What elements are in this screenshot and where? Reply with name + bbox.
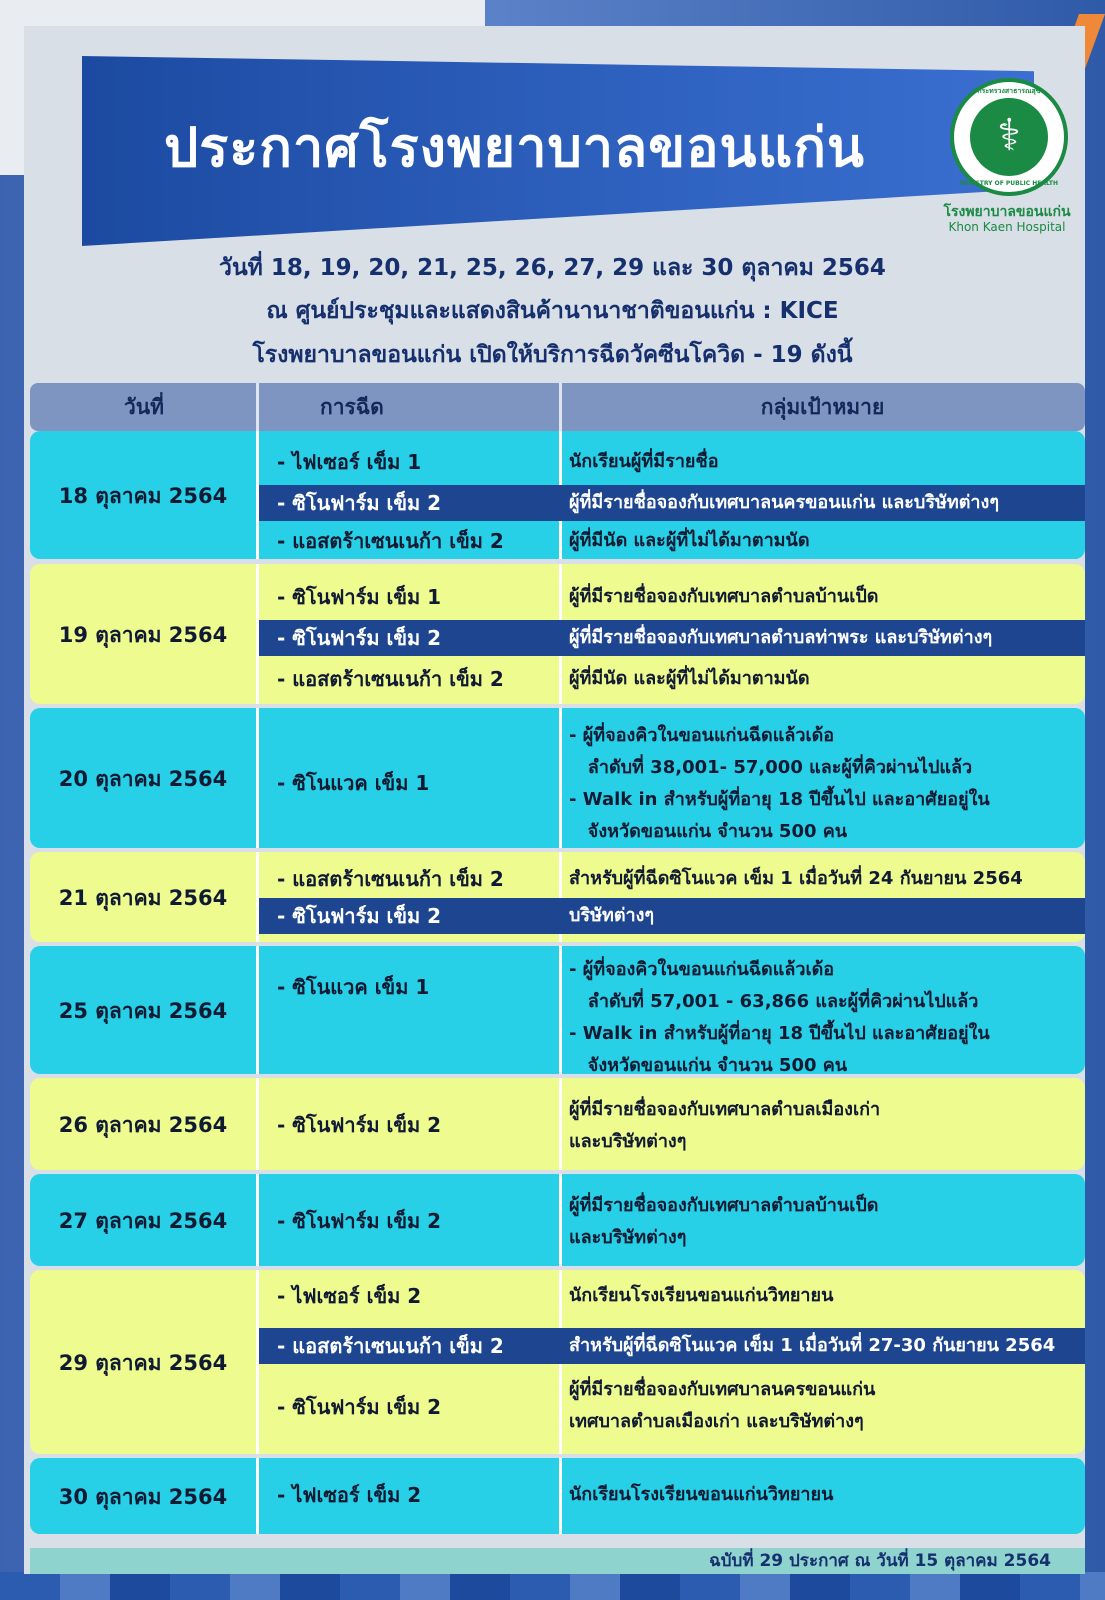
table-row: [259, 1195, 1085, 1248]
table-row: [259, 524, 1085, 558]
target-line: สำหรับผู้ที่ฉีดซิโนแวค เข็ม 1 เมื่อวันที่ 27-30 กันยายน 2564: [569, 1335, 1056, 1356]
subtitle-venue: ณ ศูนย์ประชุมและแสดงสินค้านานาชาติขอนแก่น : KICE: [266, 298, 839, 324]
table-row: [259, 445, 1085, 479]
dose-cell: - แอสตร้าเซนเนก้า เข็ม 2: [277, 1334, 504, 1358]
background-stripe-left: [0, 0, 24, 175]
table-header: [30, 383, 1085, 431]
dose-cell: - ซิโนแวค เข็ม 1: [277, 975, 430, 999]
target-line: ลำดับที่ 57,001 - 63,866 และผู้ที่คิวผ่านไปแล้ว: [569, 991, 979, 1012]
schedule-group: [30, 1270, 1085, 1454]
target-line: ลำดับที่ 38,001- 57,000 และผู้ที่คิวผ่านไปแล้ว: [569, 757, 973, 778]
target-line: - ผู้ที่จองคิวในขอนแก่นฉีดแล้วเด้อ: [569, 725, 835, 746]
target-line: - ผู้ที่จองคิวในขอนแก่นฉีดแล้วเด้อ: [569, 959, 835, 980]
target-cell: [569, 524, 1079, 558]
dose-cell: - ซิโนฟาร์ม เข็ม 2: [277, 1209, 442, 1233]
dose-cell: - ซิโนฟาร์ม เข็ม 2: [277, 626, 442, 650]
target-cell: [569, 1278, 1079, 1314]
target-line: เทศบาลตำบลเมืองเก่า และบริษัทต่างๆ: [569, 1411, 864, 1432]
target-line: และบริษัทต่างๆ: [569, 1227, 687, 1248]
schedule-group: [30, 1174, 1085, 1266]
header-dose: การฉีด: [320, 395, 384, 419]
table-row: [259, 1478, 1085, 1512]
table-row: [259, 485, 1085, 521]
table-row: [259, 620, 1085, 656]
target-cell: [569, 1190, 1079, 1254]
target-line: บริษัทต่างๆ: [569, 905, 655, 926]
schedule-group: [30, 564, 1085, 704]
group-date: 21 ตุลาคม 2564: [58, 886, 228, 910]
header-target: กลุ่มเป้าหมาย: [760, 395, 885, 419]
target-cell: [569, 1478, 1079, 1512]
column-divider: [256, 946, 259, 1074]
table-row: [259, 725, 1085, 842]
dose-cell: - แอสตร้าเซนเนก้า เข็ม 2: [277, 867, 504, 891]
target-cell: [569, 862, 1079, 896]
column-divider: [559, 946, 562, 1074]
target-line: ผู้ที่มีนัด และผู้ที่ไม่ได้มาตามนัด: [569, 530, 810, 551]
schedule-group: [30, 1458, 1085, 1534]
target-line: จังหวัดขอนแก่น จำนวน 500 คน: [569, 1055, 848, 1076]
target-line: ผู้ที่มีรายชื่อจองกับเทศบาลนครขอนแก่น และบริษัทต่างๆ: [569, 492, 999, 513]
schedule-group: [30, 946, 1085, 1074]
table-row: [259, 1278, 1085, 1314]
target-line: นักเรียนโรงเรียนขอนแก่นวิทยายน: [569, 1484, 834, 1505]
target-cell: [569, 580, 1079, 614]
target-line: นักเรียนผู้ที่มีรายชื่อ: [569, 451, 719, 472]
table-row: [259, 862, 1085, 896]
target-line: จังหวัดขอนแก่น จำนวน 500 คน: [569, 821, 848, 842]
target-line: ผู้ที่มีรายชื่อจองกับเทศบาลตำบลท่าพระ และบริษัทต่างๆ: [569, 627, 993, 648]
dose-cell: - ซิโนฟาร์ม เข็ม 2: [277, 904, 442, 928]
dose-cell: - แอสตร้าเซนเนก้า เข็ม 2: [277, 667, 504, 691]
table-row: [259, 898, 1085, 934]
target-line: - Walk in สำหรับผู้ที่อายุ 18 ปีขึ้นไป และอาศัยอยู่ใน: [569, 1023, 990, 1044]
target-cell: [569, 954, 1079, 1082]
group-date: 27 ตุลาคม 2564: [58, 1209, 228, 1233]
header-date: วันที่: [124, 395, 164, 419]
target-cell: [569, 898, 1079, 934]
dose-cell: - ซิโนฟาร์ม เข็ม 2: [277, 1113, 442, 1137]
target-line: นักเรียนโรงเรียนขอนแก่นวิทยายน: [569, 1285, 834, 1306]
group-date: 19 ตุลาคม 2564: [58, 623, 228, 647]
table-row: [259, 580, 1085, 614]
table-row: [259, 1370, 1085, 1444]
target-line: ผู้ที่มีรายชื่อจองกับเทศบาลตำบลเมืองเก่า: [569, 1099, 881, 1120]
footer-note: ฉบับที่ 29 ประกาศ ณ วันที่ 15 ตุลาคม 2564: [30, 1548, 1085, 1574]
table-row: [259, 959, 1085, 1076]
subtitle-dates: วันที่ 18, 19, 20, 21, 25, 26, 27, 29 และ 30 ตุลาคม 2564: [219, 255, 886, 281]
dose-cell: - ซิโนฟาร์ม เข็ม 1: [277, 585, 442, 609]
group-date: 20 ตุลาคม 2564: [58, 767, 228, 791]
target-line: - Walk in สำหรับผู้ที่อายุ 18 ปีขึ้นไป และอาศัยอยู่ใน: [569, 789, 990, 810]
schedule-group: [30, 852, 1085, 942]
logo-ring-text-top: กระทรวงสาธารณสุข: [977, 87, 1041, 95]
target-cell: [569, 620, 1079, 656]
target-line: ผู้ที่มีรายชื่อจองกับเทศบาลตำบลบ้านเป็ด: [569, 1195, 879, 1216]
target-line: และบริษัทต่างๆ: [569, 1131, 687, 1152]
dose-cell: - ซิโนแวค เข็ม 1: [277, 771, 430, 795]
table-row: [259, 1099, 1085, 1152]
ministry-logo: [950, 78, 1068, 196]
target-cell: [569, 445, 1079, 479]
target-cell: [569, 662, 1079, 696]
schedule-group: [30, 431, 1085, 559]
subtitle-service: โรงพยาบาลขอนแก่น เปิดให้บริการฉีดวัคซีนโควิด - 19 ดังนี้: [252, 342, 853, 368]
logo-inner: [970, 98, 1048, 176]
page-title: ประกาศโรงพยาบาลขอนแก่น: [164, 116, 865, 179]
target-cell: [569, 1328, 1079, 1364]
target-line: ผู้ที่มีนัด และผู้ที่ไม่ได้มาตามนัด: [569, 668, 810, 689]
schedule-group: [30, 1078, 1085, 1170]
group-date: 18 ตุลาคม 2564: [58, 484, 228, 508]
dose-cell: - ซิโนฟาร์ม เข็ม 2: [277, 491, 442, 515]
hospital-name-th: โรงพยาบาลขอนแก่น: [943, 204, 1071, 220]
dose-cell: - ไฟเซอร์ เข็ม 1: [277, 450, 422, 474]
table-row: [259, 1328, 1085, 1364]
background-stripe-top: [0, 0, 485, 26]
dose-cell: - ไฟเซอร์ เข็ม 2: [277, 1284, 422, 1308]
dose-cell: - แอสตร้าเซนเนก้า เข็ม 2: [277, 529, 504, 553]
target-line: ผู้ที่มีรายชื่อจองกับเทศบาลนครขอนแก่น: [569, 1379, 876, 1400]
target-cell: [569, 720, 1079, 848]
dose-cell: - ซิโนฟาร์ม เข็ม 2: [277, 1395, 442, 1419]
group-date: 29 ตุลาคม 2564: [58, 1351, 228, 1375]
dose-cell: - ไฟเซอร์ เข็ม 2: [277, 1483, 422, 1507]
schedule-group: [30, 708, 1085, 848]
logo-ring-text-bottom: MINISTRY OF PUBLIC HEALTH: [960, 180, 1058, 187]
target-cell: [569, 1374, 1079, 1438]
caduceus-icon: ⚕: [997, 110, 1021, 161]
group-date: 30 ตุลาคม 2564: [58, 1485, 228, 1509]
background-bottom-band: [0, 1572, 1105, 1600]
target-line: ผู้ที่มีรายชื่อจองกับเทศบาลตำบลบ้านเป็ด: [569, 586, 879, 607]
header-divider: [256, 383, 259, 431]
target-cell: [569, 485, 1079, 521]
target-line: สำหรับผู้ที่ฉีดซิโนแวค เข็ม 1 เมื่อวันที่ 24 กันยายน 2564: [569, 868, 1023, 889]
group-date: 25 ตุลาคม 2564: [58, 999, 228, 1023]
table-row: [259, 662, 1085, 696]
hospital-name-en: Khon Kaen Hospital: [948, 220, 1066, 234]
group-date: 26 ตุลาคม 2564: [58, 1113, 228, 1137]
target-cell: [569, 1094, 1079, 1158]
